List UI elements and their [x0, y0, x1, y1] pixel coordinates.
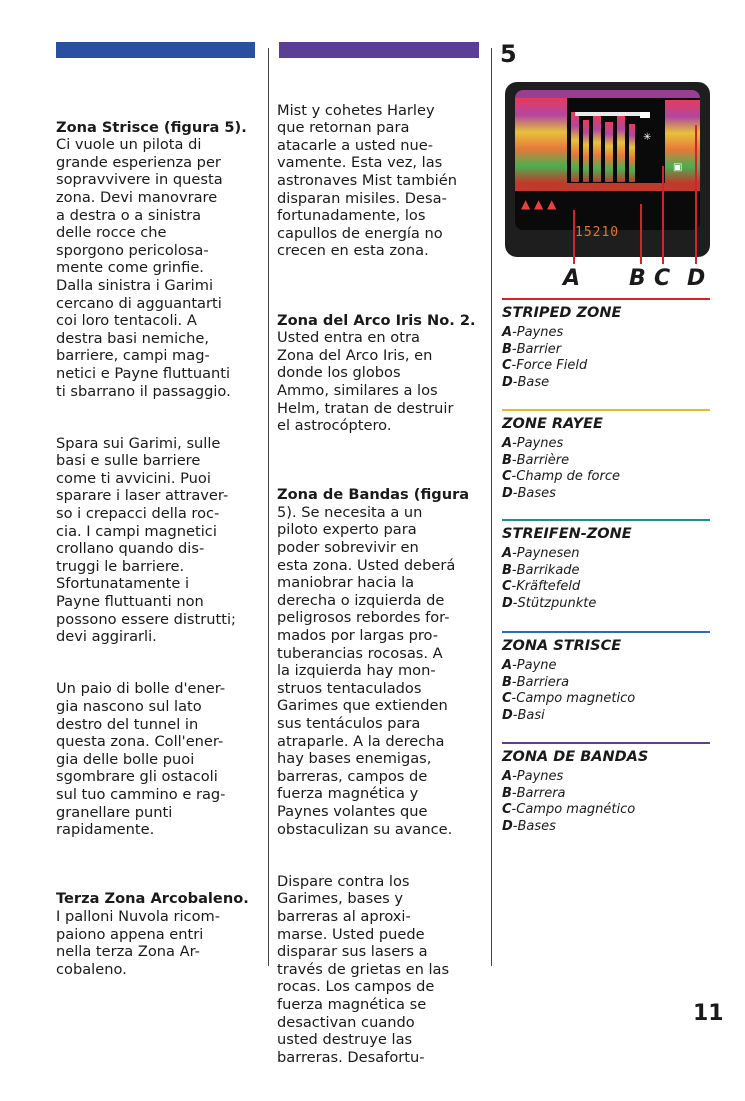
legend-item: C-Champ de force — [502, 469, 620, 485]
svg-text:▣: ▣ — [673, 162, 683, 173]
section-title-zona-strisce: Zona Strisce (figura 5). — [56, 118, 247, 136]
section-title-terza-zona: Terza Zona Arcobaleno. — [56, 890, 249, 908]
pointer-letter-c: C — [654, 266, 671, 291]
legend-item: B-Barrera — [502, 785, 566, 801]
leader-line-a — [573, 210, 575, 264]
legend-zona-strisce — [502, 631, 710, 725]
svg-text:▲ ▲ ▲: ▲ ▲ ▲ — [521, 197, 557, 211]
legend-item: C-Force Field — [502, 358, 588, 374]
leader-line-d — [695, 125, 697, 264]
legend-item: B-Barrière — [502, 452, 570, 468]
legend-item: D-Stützpunkte — [502, 596, 597, 612]
section-title-arco-iris: Zona del Arco Iris No. 2. — [277, 311, 476, 329]
legend-rule — [502, 298, 710, 300]
legend-title: ZONE RAYEE — [502, 416, 603, 432]
paragraph: Mist y cohetes Harley que retornan para atacarle a usted nue- vamente. Esta vez, las astronaves Mist también disparan misiles. Desa- fortunadamente, los capullos de energía no crecen en esta zona. — [277, 101, 457, 260]
legend-title: ZONA DE BANDAS — [502, 749, 649, 765]
paragraph: Usted entra en otra Zona del Arco Iris, en donde los globos Ammo, similares a los Helm, tratan de destruir el astrocóptero. — [277, 329, 454, 435]
pointer-letter-d: D — [687, 266, 706, 291]
section-title-zona-bandas: Zona de Bandas (figura — [277, 486, 470, 504]
header-bar-blue — [56, 42, 255, 58]
legend-title: ZONA STRISCE — [502, 638, 622, 654]
legend-title: STRIPED ZONE — [502, 305, 622, 321]
legend-item: A-Paynes — [502, 768, 564, 784]
pointer-letter-a: A — [563, 266, 581, 291]
legend-rule — [502, 742, 710, 744]
svg-text:✳: ✳ — [643, 132, 652, 143]
legend-item: A-Payne — [502, 657, 557, 673]
legend-striped-zone — [502, 298, 710, 392]
legend-zone-rayee — [502, 409, 710, 503]
score-readout: 15210 — [575, 225, 620, 240]
paragraph: Spara sui Garimi, sulle basi e sulle barriere come ti avvicini. Puoi sparare i laser attraver- so i crepacci della roc- cia. I campi magnetici crollano quando dis- truggi le barriere. Sfortunatamente i Payne fluttuanti non possono essere distrutti; devi aggirarli. — [56, 434, 236, 646]
legend-item: A-Paynes — [502, 435, 564, 451]
legend-zona-de-bandas — [502, 742, 710, 836]
legend-title: STREIFEN-ZONE — [502, 526, 632, 542]
legend-item: A-Paynesen — [502, 545, 580, 561]
paragraph: I palloni Nuvola ricom- paiono appena entri nella terza Zona Ar- cobaleno. — [56, 907, 220, 978]
game-screenshot — [505, 82, 710, 257]
leader-line-b — [640, 204, 642, 264]
pointer-letter-b: B — [629, 266, 646, 291]
column-rule-right — [491, 48, 492, 966]
paragraph: Un paio di bolle d'ener- gia nascono sul lato destro del tunnel in questa zona. Coll'ener- gia delle bolle puoi sgombrare gli ostacoli sul tuo cammino e rag- granellare punti rapidamente. — [56, 680, 226, 839]
legend-item: A-Paynes — [502, 324, 564, 340]
legend-item: C-Campo magnetico — [502, 691, 636, 707]
column-rule-left — [268, 48, 269, 966]
paragraph: Ci vuole un pilota di grande esperienza per sopravvivere in questa zona. Devi manovrare a destra o a sinistra delle rocce che sporgono pericolosa- mente come grinfie. Dalla sinistra i Garimi cercano di agguantarti coi loro tentacoli. A destra basi nemiche, barriere, campi mag- netici e Payne fluttuanti ti sbarrano il passaggio. — [56, 136, 231, 400]
legend-item: B-Barrier — [502, 341, 562, 357]
legend-item: B-Barrikade — [502, 562, 580, 578]
figure-number: 5 — [500, 40, 517, 68]
legend-rule — [502, 631, 710, 633]
column-spanish — [277, 84, 482, 1101]
leader-line-c — [662, 166, 664, 264]
paragraph: Dispare contra los Garimes, bases y barreras al aproxi- marse. Usted puede disparar sus lasers a través de grietas en las rocas. Los campos de fuerza magnética se desactivan cuando usted destruye las barreras. Desafortu- — [277, 872, 450, 1066]
game-screen — [515, 90, 700, 230]
legend-streifen-zone — [502, 519, 710, 613]
legend-item: B-Barriera — [502, 674, 570, 690]
legend-item: D-Base — [502, 375, 550, 391]
column-italian — [56, 84, 261, 1013]
page-number: 11 — [693, 1001, 724, 1026]
legend-item: D-Basi — [502, 708, 545, 724]
legend-item: C-Kräftefeld — [502, 579, 581, 595]
legend-item: C-Campo magnético — [502, 802, 636, 818]
legend-rule — [502, 409, 710, 411]
header-bar-purple — [279, 42, 479, 58]
game-scene-illustration — [515, 90, 700, 230]
paragraph: 5). Se necesita a un piloto experto para poder sobrevivir en esta zona. Usted deberá maniobrar hacia la derecha o izquierda de peligrosos rebordes for- mados por largas pro- tuberancias rocosas. A la izquierda hay mon- struos tentaculados Garimes que extienden sus tentáculos para atraparle. A la derecha hay bases enemigas, barreras, campos de fuerza magnética y Paynes volantes que obstaculizan su avance. — [277, 503, 456, 838]
legend-rule — [502, 519, 710, 521]
legend-item: D-Bases — [502, 486, 556, 502]
legend-item: D-Bases — [502, 819, 556, 835]
